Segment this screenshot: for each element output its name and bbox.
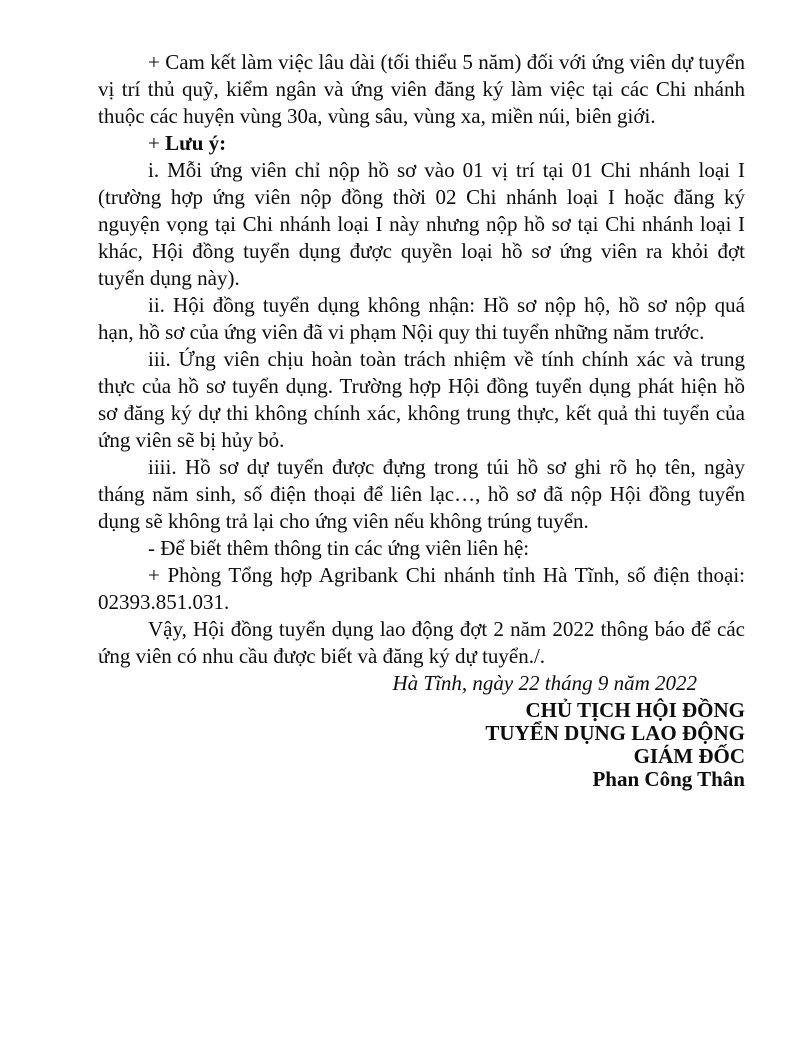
note-prefix: + (148, 131, 166, 155)
note-label-line (98, 130, 745, 157)
note-label: Lưu ý: (165, 131, 227, 155)
paragraph-note-iiii: iiii. Hồ sơ dự tuyển được đựng trong túi hồ sơ ghi rõ họ tên, ngày tháng năm sinh, số điện thoại để liên lạc…, hồ sơ đã nộp Hội đồng tuyển dụng sẽ không trả lại cho ứng viên nếu không trúng tuyển. (98, 455, 745, 533)
signature-title-line1: CHỦ TỊCH HỘI ĐỒNG (525, 698, 745, 722)
paragraph-closing: Vậy, Hội đồng tuyển dụng lao động đợt 2 năm 2022 thông báo để các ứng viên có nhu cầu được biết và đăng ký dự tuyển./. (98, 617, 745, 668)
signature-title-line2: TUYỂN DỤNG LAO ĐỘNG (485, 721, 745, 745)
signature-block (98, 699, 745, 791)
paragraph-contact-intro: - Để biết thêm thông tin các ứng viên liên hệ: (148, 536, 530, 560)
signer-name: Phan Công Thân (592, 767, 745, 791)
paragraph-commitment: + Cam kết làm việc lâu dài (tối thiểu 5 năm) đối với ứng viên dự tuyển vị trí thủ quỹ, kiểm ngân và ứng viên đăng ký làm việc tại các Chi nhánh thuộc các huyện vùng 30a, vùng sâu, vùng xa, miền núi, biên giới. (98, 50, 745, 128)
paragraph-note-i: i. Mỗi ứng viên chỉ nộp hồ sơ vào 01 vị trí tại 01 Chi nhánh loại I (trường hợp ứng viên nộp đồng thời 02 Chi nhánh loại I hoặc đăng ký nguyện vọng tại Chi nhánh loại I này nhưng nộp hồ sơ tại Chi nhánh loại I khác, Hội đồng tuyển dụng được quyền loại hồ sơ ứng viên ra khỏi đợt tuyển dụng này). (98, 158, 745, 290)
signature-position: GIÁM ĐỐC (633, 744, 745, 768)
paragraph-contact-phone: + Phòng Tổng hợp Agribank Chi nhánh tỉnh Hà Tĩnh, số điện thoại: 02393.851.031. (98, 563, 745, 614)
paragraph-note-iii: iii. Ứng viên chịu hoàn toàn trách nhiệm về tính chính xác và trung thực của hồ sơ tuyển dụng. Trường hợp Hội đồng tuyển dụng phát hiện hồ sơ đăng ký dự thi không chính xác, không trung thực, kết quả thi tuyển của ứng viên sẽ bị hủy bỏ. (98, 347, 745, 452)
date-place-line: Hà Tĩnh, ngày 22 tháng 9 năm 2022 (392, 671, 697, 695)
paragraph-note-ii: ii. Hội đồng tuyển dụng không nhận: Hồ sơ nộp hộ, hồ sơ nộp quá hạn, hồ sơ của ứng viên đã vi phạm Nội quy thi tuyển những năm trước. (98, 293, 745, 344)
